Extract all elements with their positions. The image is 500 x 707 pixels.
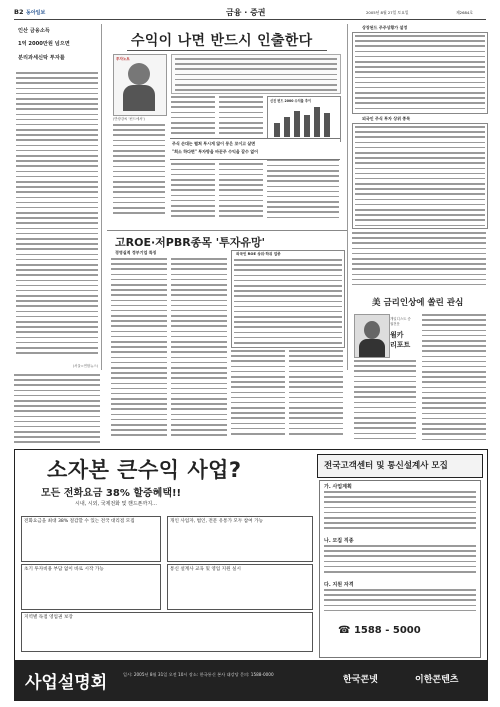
section-title: 금융 · 증권	[226, 8, 266, 17]
main-lower-col-4	[289, 350, 343, 438]
feature-subheadline-strip	[170, 138, 340, 160]
ad-badge	[317, 454, 483, 478]
ad-bottom-bar	[15, 660, 487, 700]
ad-top-band	[15, 450, 315, 512]
ad-check-item: 전화요금을 최대 38% 절감할 수 있는 전국 대리점 모집	[21, 516, 161, 562]
table-2	[352, 123, 488, 229]
person-figure	[128, 63, 150, 85]
left-subhead-1: 1억 2000만원 넘으면	[18, 41, 70, 47]
left-byline: (서울=연합뉴스)	[72, 364, 98, 368]
ad-section-3: 다. 지원 자격	[324, 582, 354, 588]
right-lower-story	[352, 296, 486, 444]
feature-box	[107, 24, 344, 226]
left-story	[14, 24, 100, 370]
ad-headline: 소자본 큰수익 사업?	[47, 458, 242, 482]
mini-chart-bar	[284, 117, 290, 137]
column-rule-2	[347, 24, 348, 370]
left-subhead-2: 분리과세신탁 투자를	[18, 55, 65, 61]
roe-table	[231, 250, 345, 348]
left-body-text	[16, 72, 98, 360]
ad-check-item: 통신 설계사 교육 및 영업 지원 실시	[167, 564, 313, 610]
columnist-title: 개일디스트 증권전문	[390, 317, 411, 326]
table-1-title: 상장된드 주주상황가 설정	[362, 25, 408, 30]
page-header	[14, 8, 486, 18]
left-lower-text	[14, 374, 100, 448]
advertisement	[14, 449, 488, 701]
ad-section-2: 나. 모집 직종	[324, 538, 354, 544]
ad-right-panel	[319, 480, 481, 658]
feature-headline: 수익이 나면 반드시 인출한다	[131, 33, 313, 49]
right-lower-col-2	[422, 314, 486, 444]
columnist-name-2: 리포트	[390, 341, 411, 349]
feature-logo-label: 투자노트	[116, 57, 130, 61]
feature-body-col-0	[113, 124, 165, 221]
right-lower-headline: 美 금리인상에 쏠린 관심	[372, 298, 464, 308]
feature-tag: (반장강씨 '펀드에서')	[113, 117, 145, 121]
mini-chart-title: 신진 펀드 2000 수익률 추이	[270, 99, 312, 103]
person-body	[123, 85, 155, 111]
table-1	[352, 32, 488, 114]
page-number: B2	[14, 8, 24, 16]
ad-badge-text: 전국고객센터 및 통신설계사 모집	[324, 461, 448, 471]
ad-check-item: 지역별 독점 영업권 보장	[21, 612, 313, 652]
ad-phone: ☎ 1588 - 5000	[338, 625, 421, 636]
ad-seminar-label: 사업설명회	[25, 673, 108, 693]
main-lower-col-3	[231, 350, 285, 438]
issue-date: 2005년 8월 27일 토요일	[366, 9, 409, 15]
right-body-text-top	[352, 232, 486, 292]
ad-subline-2: 시내, 시외, 국제전화 및 핸드폰까지...	[75, 501, 157, 507]
main-lower-col-2	[171, 258, 227, 438]
mini-chart-bar	[304, 115, 310, 137]
ad-company-1: 한국콘넷	[343, 675, 378, 685]
left-kicker: 인산 금융소득	[18, 28, 50, 34]
right-lower-col-1	[354, 360, 416, 444]
feature-headline-box	[127, 28, 327, 51]
table-2-title: 외국인 주식 투자 상위 종목	[362, 116, 411, 121]
mini-chart-bar	[314, 107, 320, 137]
paper-name: 동아일보	[26, 10, 46, 16]
mid-rule	[107, 230, 347, 231]
main-lower-col-1	[111, 258, 167, 438]
column-rule-1	[101, 24, 102, 370]
columnist-name: 윌카	[390, 331, 404, 339]
issue-number: 제2684호	[456, 9, 473, 15]
columnist-shoulders	[359, 339, 385, 357]
mini-chart-bar	[294, 111, 300, 137]
mini-chart-bar	[274, 123, 280, 137]
columnist-photo	[354, 314, 390, 358]
main-lower-story	[107, 234, 347, 444]
feature-subheadline-2: "희소 하다면" 투자방을 바꾼주 수익을 갈수 없어	[172, 149, 258, 154]
ad-check-item: 개인 사업자, 법인, 전문 유통가 모두 참여 가능	[167, 516, 313, 562]
right-table-block	[352, 24, 486, 230]
ad-check-item: 초기 투자비용 부담 없이 바로 시작 가능	[21, 564, 161, 610]
feature-intro	[171, 54, 341, 94]
roe-table-title: 외국인 ROE 상위·하위 업종	[236, 252, 281, 256]
feature-mini-chart	[267, 96, 341, 142]
main-lower-headline: 고ROE·저PBR종목 '투자유망'	[115, 236, 266, 249]
feature-subheadline: 주식 손대는 펼쳐 투시게 않이 뭉은 꼬이고 살면	[172, 141, 256, 146]
feature-illustration	[113, 54, 167, 116]
ad-company-2: 이한콘텐츠	[415, 675, 459, 685]
ad-checklist	[21, 516, 313, 656]
ad-section-1: 가. 사업계획	[324, 484, 352, 490]
main-lower-subhead-1: 경영실적 정부기업 특징	[115, 250, 157, 255]
columnist-head	[364, 321, 380, 339]
ad-seminar-info: 일시: 2005년 8월 31일 오전 10시 장소: 한국통신 본사 대강당 문의: 1588-0000	[123, 672, 274, 677]
header-rule	[14, 19, 486, 20]
mini-chart-bar	[324, 113, 330, 137]
ad-subline: 모든 전화요금 38% 할증혜택!!	[41, 488, 182, 499]
